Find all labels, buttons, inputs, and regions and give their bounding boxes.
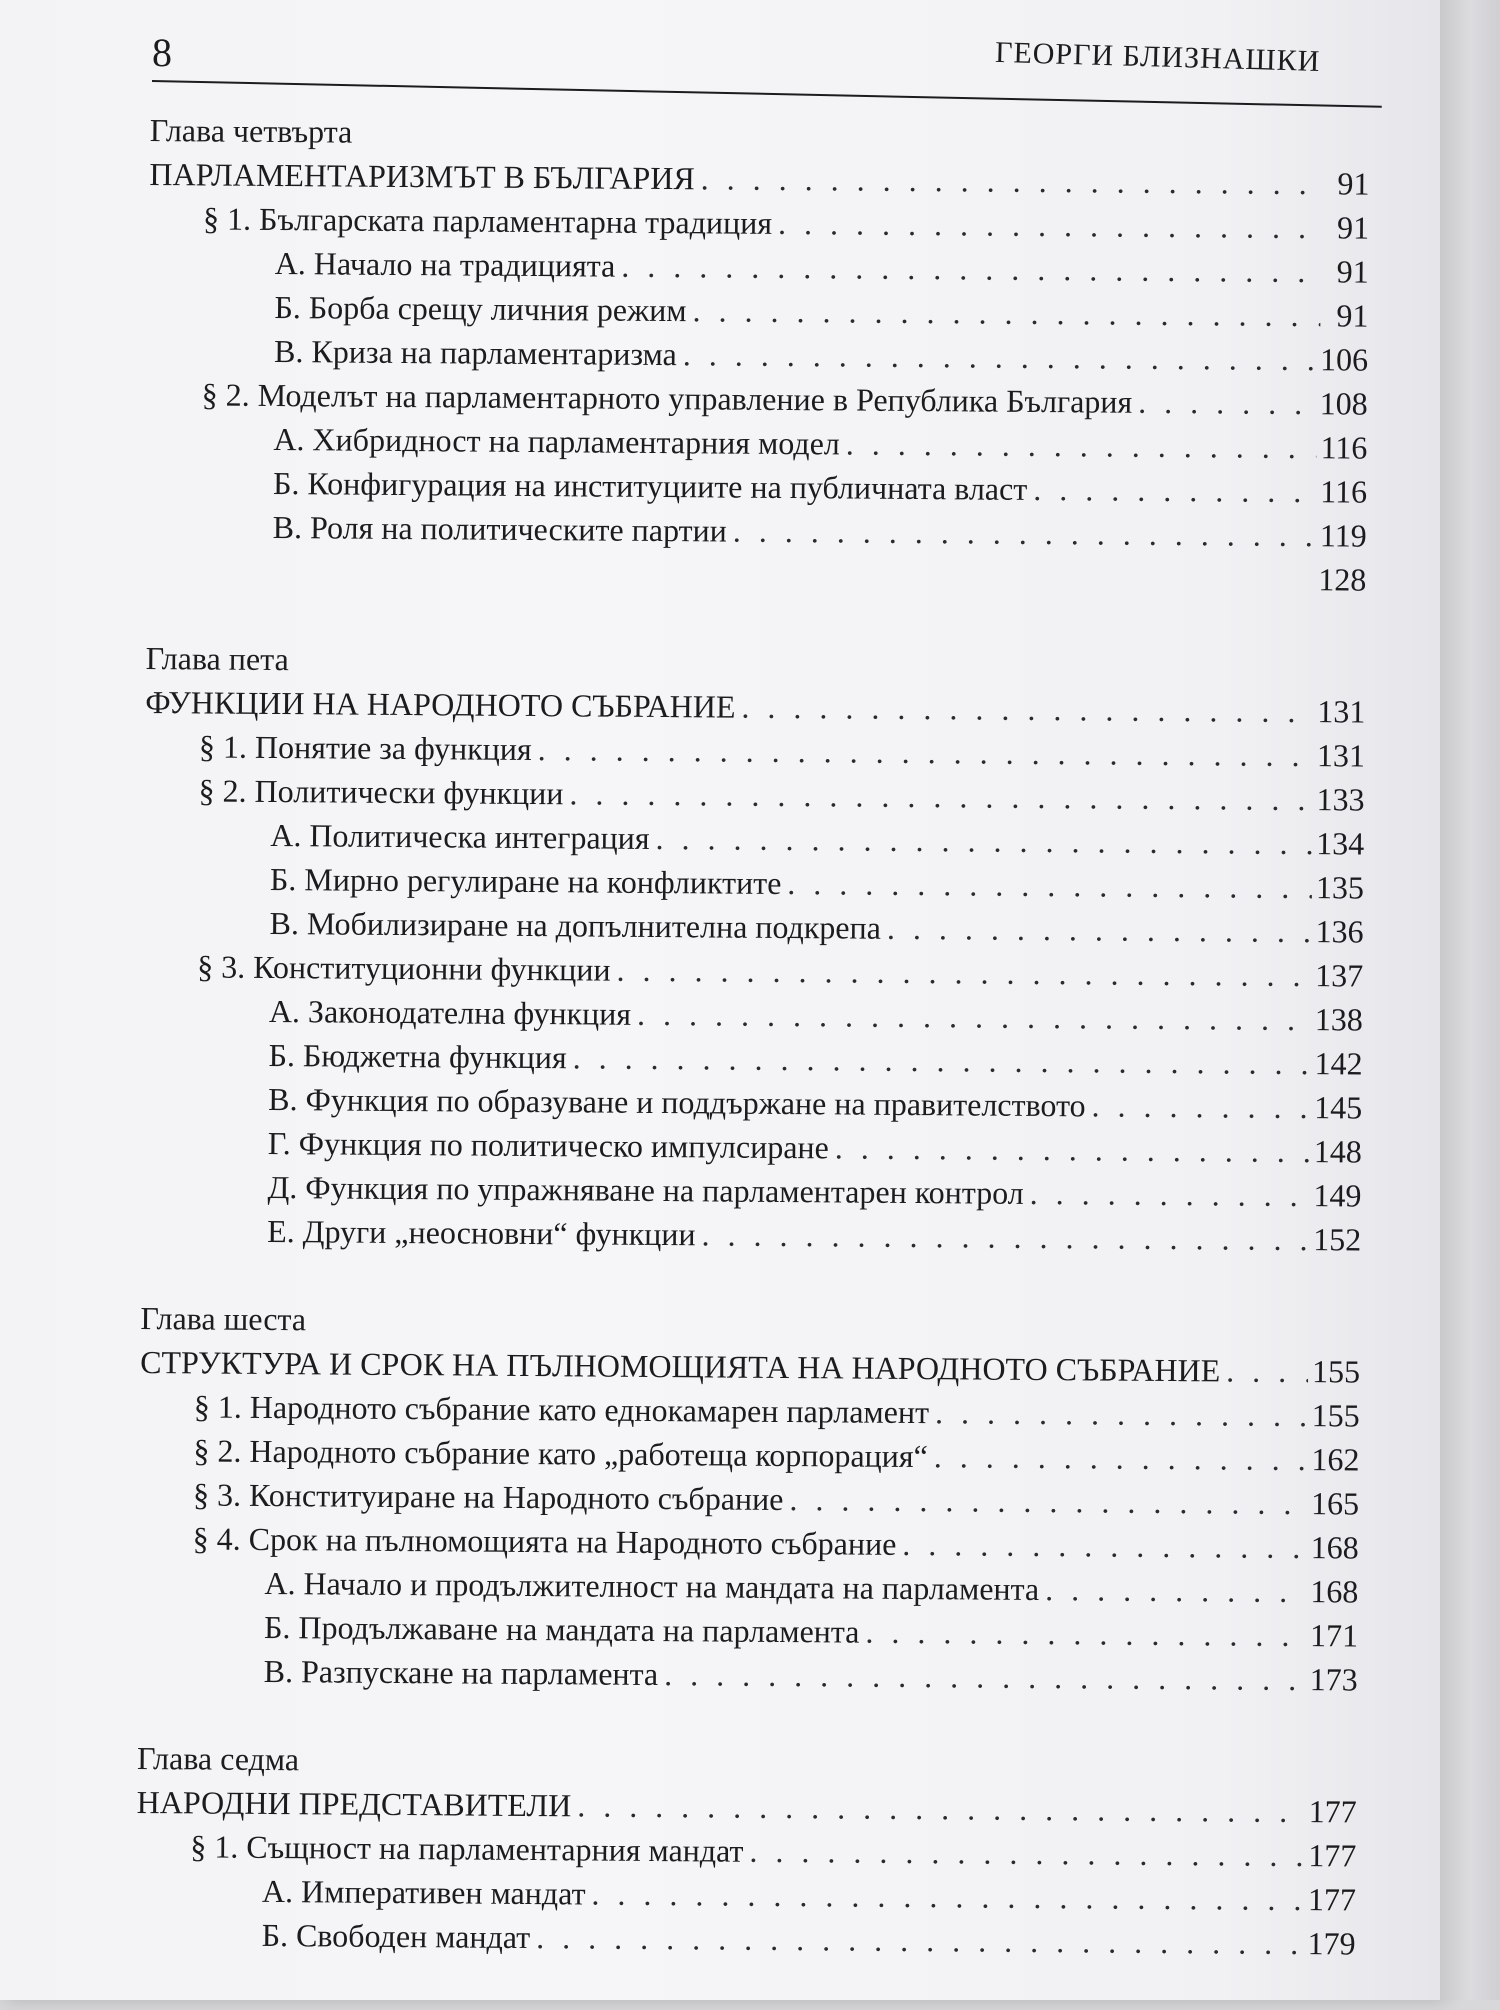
entry-title: Б. Бюджетна функция [268, 1036, 567, 1076]
entry-title: В. Криза на парламентаризма [273, 332, 677, 373]
entry-title: § 2. Моделът на парламентарното управление в Република България [201, 376, 1133, 420]
page-ref: 133 [1316, 781, 1365, 818]
page-ref: 155 [1311, 1353, 1361, 1390]
dot-leader [789, 1477, 1307, 1525]
page-ref: 155 [1311, 1397, 1360, 1434]
page-ref: 162 [1311, 1441, 1360, 1478]
entry-title: § 2. Народното събрание като „работеща корпорация“ [193, 1432, 928, 1475]
page-ref: 91 [1336, 209, 1370, 246]
entry-title: § 3. Конституиране на Народното събрание [192, 1476, 784, 1518]
page-ref: 131 [1317, 693, 1366, 730]
table-of-contents [135, 108, 1370, 2010]
entry-title: Д. Функция по упражняване на парламентарен контрол [267, 1168, 1024, 1211]
page-ref: 91 [1337, 165, 1370, 202]
dot-leader [537, 727, 1313, 777]
dot-leader [655, 816, 1312, 865]
dot-leader [902, 1522, 1307, 1569]
chapter-title: НАРОДНИ ПРЕДСТАВИТЕЛИ [136, 1783, 572, 1824]
entry-title: Б. Продължаване на мандата на парламента [263, 1608, 860, 1650]
toc-entry[interactable] [135, 1912, 1355, 1966]
dot-leader [787, 861, 1312, 909]
entry-title: Б. Свободен мандат [261, 1916, 531, 1956]
chapter-5 [141, 636, 1366, 1262]
page-ref: 168 [1310, 1573, 1359, 1610]
chapter-7 [135, 1736, 1357, 1966]
entry-title: В. Разпускане на парламента [263, 1652, 659, 1693]
page-ref: 179 [1307, 1925, 1356, 1962]
entry-title: А. Начало и продължителност на мандата на парламента [264, 1564, 1040, 1608]
dot-leader [591, 1872, 1304, 1922]
dot-leader [1045, 1567, 1307, 1613]
dot-leader [865, 1610, 1306, 1657]
entry-title: § 2. Политически функции [198, 772, 564, 812]
dot-leader [701, 156, 1322, 205]
page-ref: 108 [1319, 385, 1368, 422]
page-ref: 177 [1307, 1881, 1357, 1918]
entry-title: § 1. Българската парламентарна традиция [202, 200, 773, 241]
page-ref: 148 [1313, 1133, 1362, 1170]
chapter-title: ФУНКЦИИ НА НАРОДНОТО СЪБРАНИЕ [145, 683, 736, 725]
page-ref: 152 [1313, 1221, 1362, 1258]
chapter-label: Глава шеста [140, 1299, 307, 1338]
page-ref: 106 [1319, 341, 1369, 378]
page-ref: 168 [1310, 1529, 1359, 1566]
chapter-label: Глава пета [145, 639, 289, 678]
page-ref: 171 [1309, 1617, 1359, 1654]
header-rule [152, 80, 1382, 108]
dot-leader [778, 201, 1321, 249]
page-ref: 145 [1314, 1089, 1363, 1126]
dot-leader [572, 1035, 1310, 1085]
page-ref: 91 [1336, 297, 1369, 334]
dot-leader [621, 244, 1321, 293]
dot-leader [569, 771, 1312, 821]
toc-entry[interactable] [141, 1208, 1361, 1262]
page-ref: 142 [1314, 1045, 1363, 1082]
entry-title: Е. Други „неосновни“ функции [267, 1212, 696, 1253]
entry-title: В. Мобилизиране на допълнителна подкрепа [269, 904, 882, 946]
page-ref: 134 [1316, 825, 1365, 862]
dot-leader [741, 685, 1313, 733]
dot-leader [1091, 1083, 1310, 1129]
entry-title: Б. Конфигурация на институциите на публичната власт [272, 464, 1028, 507]
dot-leader [577, 1783, 1305, 1833]
dot-leader [1226, 1348, 1308, 1393]
dot-leader [935, 1390, 1308, 1437]
page-ref: 137 [1315, 957, 1364, 994]
entry-title: А. Начало на традицията [274, 244, 616, 284]
entry-title: А. Политическа интеграция [270, 816, 650, 856]
page-ref: 136 [1315, 913, 1364, 950]
dot-leader [664, 1652, 1306, 1701]
entry-title: А. Хибридност на парламентарния модел [273, 420, 840, 462]
chapter-6 [138, 1296, 1361, 1702]
page-ref: 119 [1319, 517, 1367, 554]
page-ref: 135 [1315, 869, 1365, 906]
dot-leader [683, 332, 1317, 381]
dot-leader [701, 1212, 1309, 1261]
next-page-edge [1440, 0, 1500, 2000]
entry-title: А. Императивен мандат [261, 1872, 586, 1912]
dot-leader [1138, 380, 1316, 425]
dot-leader [616, 948, 1311, 997]
dot-leader [835, 1125, 1310, 1173]
entry-title: Б. Борба срещу личния режим [274, 288, 687, 329]
dot-leader [536, 1915, 1304, 1965]
dot-leader [637, 992, 1311, 1041]
page-ref: 177 [1308, 1837, 1357, 1874]
dot-leader [1033, 467, 1316, 513]
entry-title: § 4. Срок на пълномощията на Народното събрание [192, 1520, 897, 1562]
dot-leader [733, 509, 1316, 558]
entry-title: В. Роля на политическите партии [272, 508, 727, 549]
chapter-4 [146, 108, 1370, 602]
entry-title: В. Функция по образуване и поддържане на правителството [268, 1080, 1086, 1124]
entry-title: § 1. Народното събрание като еднокамарен парламент [193, 1388, 930, 1431]
entry-title: Б. Мирно регулиране на конфликтите [269, 860, 782, 901]
page-ref: 138 [1314, 1001, 1364, 1038]
page-ref: 177 [1308, 1793, 1357, 1830]
entry-title: § 1. Същност на парламентарния мандат [190, 1828, 744, 1869]
chapter-label: Глава четвърта [149, 111, 353, 150]
chapter-title: ПАРЛАМЕНТАРИЗМЪТ В БЪЛГАРИЯ [149, 155, 695, 197]
entry-title: § 3. Конституционни функции [197, 948, 611, 988]
entry-title: А. Законодателна функция [268, 992, 632, 1032]
page-ref: 128 [1318, 561, 1367, 598]
page-ref: 149 [1313, 1177, 1362, 1214]
dot-leader [887, 906, 1312, 953]
dot-leader [934, 1434, 1308, 1481]
page-ref: 131 [1316, 737, 1366, 774]
entry-title: Г. Функция по политическо импулсиране [267, 1124, 829, 1166]
chapter-label: Глава седма [136, 1739, 300, 1778]
toc-entry[interactable] [138, 1648, 1358, 1702]
page-ref: 116 [1320, 429, 1368, 466]
entry-title: § 1. Понятие за функция [198, 728, 532, 768]
page-ref: 91 [1336, 253, 1369, 290]
page-number: 8 [152, 30, 172, 75]
running-head-author: ГЕОРГИ БЛИЗНАШКИ [994, 35, 1321, 78]
page-ref: 165 [1310, 1485, 1360, 1522]
dot-leader [692, 288, 1320, 337]
dot-leader [846, 421, 1317, 469]
page-ref: 173 [1309, 1661, 1358, 1698]
dot-leader [749, 1829, 1304, 1877]
dot-leader [1030, 1171, 1310, 1217]
chapter-title: СТРУКТУРА И СРОК НА ПЪЛНОМОЩИЯТА НА НАРОДНОТО СЪБРАНИЕ [140, 1343, 1221, 1389]
page-ref: 116 [1320, 473, 1368, 510]
